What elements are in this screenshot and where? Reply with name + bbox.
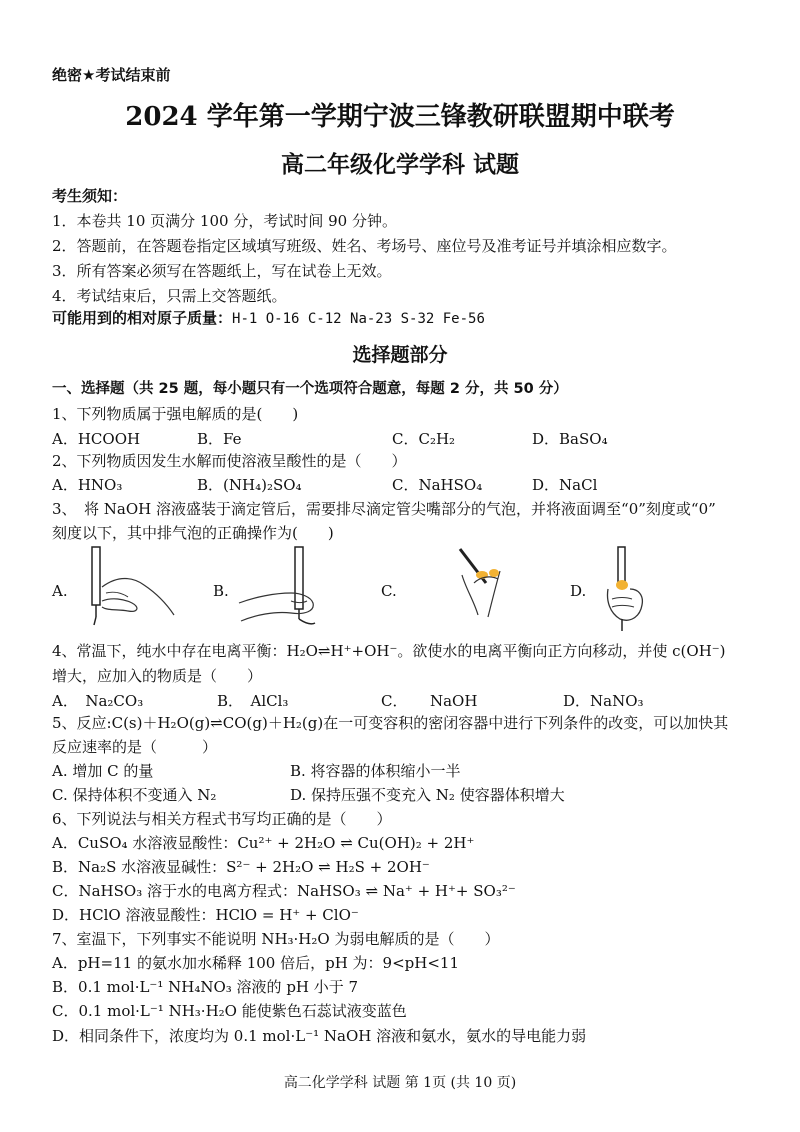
q7-option-c: C．0.1 mol·L⁻¹ NH₃·H₂O 能使紫色石蕊试液变蓝色 [52, 1002, 407, 1020]
q3-label-a: A. [52, 582, 68, 600]
atomic-mass-label: 可能用到的相对原子质量： [52, 309, 233, 327]
q6-stem: 6、下列说法与相关方程式书写均正确的是（ ） [52, 810, 392, 828]
notice-heading: 考生须知： [52, 187, 128, 205]
q3-figure-c [452, 545, 522, 630]
q3-stem-line-2: 刻度以下，其中排气泡的正确操作为( ) [52, 524, 334, 542]
q7-option-b: B．0.1 mol·L⁻¹ NH₄NO₃ 溶液的 pH 小于 7 [52, 978, 359, 996]
notice-item-4: 4．考试结束后，只需上交答题纸。 [52, 287, 287, 305]
q4-option-b: B． AlCl₃ [217, 692, 289, 710]
q5-option-a: A. 增加 C 的量 [52, 762, 154, 780]
q6-option-b: B．Na₂S 水溶液显碱性：S²⁻ + 2H₂O ⇌ H₂S + 2OH⁻ [52, 858, 430, 876]
q2-option-b: B．(NH₄)₂SO₄ [197, 476, 302, 494]
q3-figure-b [235, 545, 345, 630]
q5-stem-line-2: 反应速率的是（ ） [52, 738, 218, 756]
q2-option-c: C．NaHSO₄ [392, 476, 483, 494]
q1-option-a: A．HCOOH [52, 430, 141, 448]
q2-stem: 2、下列物质因发生水解而使溶液呈酸性的是（ ） [52, 452, 407, 470]
atomic-mass-line [52, 307, 485, 328]
q4-option-d: D．NaNO₃ [563, 692, 644, 710]
q5-option-b: B. 将容器的体积缩小一半 [290, 762, 461, 780]
confidential-mark: 绝密★考试结束前 [52, 66, 171, 84]
q6-option-c: C．NaHSO₃ 溶于水的电离方程式：NaHSO₃ ⇌ Na⁺ + H⁺+ SO₃²⁻ [52, 882, 516, 900]
notice-item-2: 2．答题前，在答题卷指定区域填写班级、姓名、考场号、座位号及准考证号并填涂相应数字。 [52, 237, 677, 255]
q7-stem: 7、室温下，下列事实不能说明 NH₃·H₂O 为弱电解质的是（ ） [52, 930, 500, 948]
q1-option-b: B．Fe [197, 430, 242, 448]
q3-figure-d [600, 545, 660, 633]
q6-option-d: D．HClO 溶液显酸性：HClO = H⁺ + ClO⁻ [52, 906, 359, 924]
notice-item-1: 1．本卷共 10 页满分 100 分，考试时间 90 分钟。 [52, 212, 397, 230]
page-footer: 高二化学学科 试题 第 1页 (共 10 页) [283, 1075, 517, 1091]
q1-option-c: C．C₂H₂ [392, 430, 456, 448]
q3-label-c: C. [381, 582, 397, 600]
q7-option-a: A．pH=11 的氨水加水稀释 100 倍后，pH 为：9<pH<11 [52, 954, 460, 972]
exam-subtitle: 高二年级化学学科 试题 [280, 151, 519, 178]
q5-option-c: C. 保持体积不变通入 N₂ [52, 786, 217, 804]
q3-figure-a [78, 545, 178, 630]
q4-option-a: A． Na₂CO₃ [52, 692, 144, 710]
q3-label-b: B. [213, 582, 229, 600]
q1-stem: 1、下列物质属于强电解质的是( ) [52, 405, 299, 423]
part-heading: 一、选择题（共 25 题，每小题只有一个选项符合题意，每题 2 分，共 50 分） [52, 381, 568, 397]
q2-option-d: D．NaCl [532, 476, 598, 494]
q7-option-d: D．相同条件下，浓度均为 0.1 mol·L⁻¹ NaOH 溶液和氨水，氨水的导电能力弱 [52, 1027, 587, 1045]
notice-item-3: 3．所有答案必须写在答题纸上，写在试卷上无效。 [52, 262, 392, 280]
q4-stem-line-1: 4、常温下，纯水中存在电离平衡：H₂O⇌H⁺+OH⁻。欲使水的电离平衡向正方向移动，并使 c(OH⁻) [52, 642, 726, 660]
q1-option-d: D．BaSO₄ [532, 430, 608, 448]
atomic-mass-values: H-1 O-16 C-12 Na-23 S-32 Fe-56 [232, 311, 485, 327]
q4-stem-line-2: 增大，应加入的物质是（ ） [52, 667, 263, 685]
q5-option-d: D. 保持压强不变充入 N₂ 使容器体积增大 [290, 786, 565, 804]
q3-label-d: D. [570, 582, 587, 600]
q6-option-a: A．CuSO₄ 水溶液显酸性：Cu²⁺ + 2H₂O ⇌ Cu(OH)₂ + 2H⁺ [52, 834, 475, 852]
q4-option-c: C． NaOH [381, 692, 478, 710]
q5-stem-line-1: 5、反应:C(s)＋H₂O(g)⇌CO(g)＋H₂(g)在一可变容积的密闭容器中进行下列条件的改变，可以加快其 [52, 714, 729, 732]
q2-option-a: A．HNO₃ [52, 476, 123, 494]
exam-title: 2024 学年第一学期宁波三锋教研联盟期中联考 [125, 102, 675, 132]
q3-stem-line-1: 3、 将 NaOH 溶液盛装于滴定管后，需要排尽滴定管尖嘴部分的气泡，并将液面调至“0”刻度或“0” [52, 500, 716, 518]
section-title: 选择题部分 [352, 344, 448, 366]
